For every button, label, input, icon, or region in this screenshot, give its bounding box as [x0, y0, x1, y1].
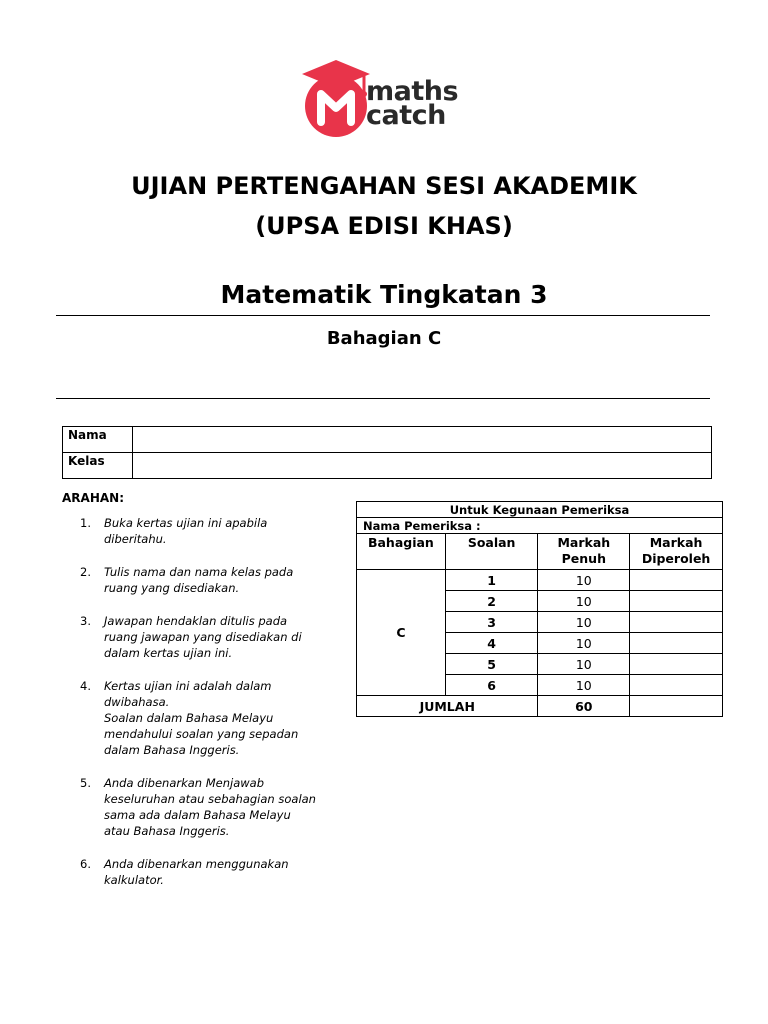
instructions-list: [62, 515, 342, 888]
instruction-line: Jawapan hendaklan ditulis pada: [104, 614, 288, 628]
penuh-cell: 10: [538, 570, 630, 591]
soalan-cell: 5: [445, 654, 538, 675]
instructions-panel: [62, 491, 342, 905]
total-diperoleh[interactable]: [630, 696, 723, 717]
instruction-line: ruang yang disediakan.: [104, 581, 240, 595]
logo-line-maths: maths: [366, 76, 459, 107]
name-label: Nama: [63, 427, 133, 453]
instruction-item: [62, 775, 342, 839]
instruction-line: dalam kertas ujian ini.: [104, 646, 233, 660]
divider-bottom: [56, 398, 710, 399]
marks-table-title-row: [357, 502, 723, 518]
logo-line-catch: catch: [366, 100, 446, 131]
instruction-line: kalkulator.: [104, 873, 164, 887]
subject-title: Matematik Tingkatan 3: [220, 280, 548, 309]
class-row: [63, 453, 712, 479]
instruction-number: 5.: [80, 776, 91, 790]
instruction-item: [62, 564, 342, 596]
instruction-number: 3.: [80, 614, 91, 628]
instruction-line: keseluruhan atau sebahagian soalan: [104, 792, 316, 806]
exam-title-line2: (UPSA EDISI KHAS): [255, 212, 513, 240]
diperoleh-cell[interactable]: [630, 612, 723, 633]
soalan-cell: 6: [445, 675, 538, 696]
diperoleh-cell[interactable]: [630, 675, 723, 696]
instruction-number: 1.: [80, 516, 91, 530]
diperoleh-cell[interactable]: [630, 654, 723, 675]
section-title: Bahagian C: [326, 328, 442, 349]
header-bahagian: Bahagian: [357, 534, 446, 570]
total-penuh: 60: [538, 696, 630, 717]
instruction-line: dwibahasa.: [104, 695, 170, 709]
instruction-number: 2.: [80, 565, 91, 579]
marks-header-row: [357, 534, 723, 570]
instruction-line: diberitahu.: [104, 532, 167, 546]
examiner-name-label: Nama Pemeriksa :: [357, 518, 723, 534]
instruction-line: sama ada dalam Bahasa Melayu: [104, 808, 291, 822]
student-info-table: [62, 426, 712, 479]
section-cell: C: [357, 570, 446, 696]
instruction-line: atau Bahasa Inggeris.: [104, 824, 230, 838]
examiner-row: [357, 518, 723, 534]
soalan-cell: 3: [445, 612, 538, 633]
instruction-number: 6.: [80, 857, 91, 871]
marks-table-title: Untuk Kegunaan Pemeriksa: [357, 502, 723, 518]
name-row: [63, 427, 712, 453]
instruction-line: Tulis nama dan nama kelas pada: [104, 565, 294, 579]
penuh-cell: 10: [538, 591, 630, 612]
penuh-cell: 10: [538, 675, 630, 696]
instruction-line: mendahului soalan yang sepadan: [104, 727, 299, 741]
instruction-item: [62, 856, 342, 888]
penuh-cell: 10: [538, 633, 630, 654]
instruction-line: Kertas ujian ini adalah dalam: [104, 679, 272, 693]
examiner-marks-table: [356, 501, 723, 717]
total-label: JUMLAH: [357, 696, 538, 717]
penuh-cell: 10: [538, 612, 630, 633]
instruction-line: dalam Bahasa Inggeris.: [104, 743, 240, 757]
exam-title-line1: UJIAN PERTENGAHAN SESI AKADEMIK: [131, 172, 637, 200]
marks-total-row: [357, 696, 723, 717]
instruction-line: Buka kertas ujian ini apabila: [104, 516, 268, 530]
soalan-cell: 2: [445, 591, 538, 612]
soalan-cell: 4: [445, 633, 538, 654]
instruction-line: Soalan dalam Bahasa Melayu: [104, 711, 274, 725]
class-field[interactable]: [133, 453, 712, 479]
divider-top: [56, 315, 710, 316]
diperoleh-cell[interactable]: [630, 633, 723, 654]
instruction-line: Anda dibenarkan menggunakan: [104, 857, 289, 871]
instruction-number: 4.: [80, 679, 91, 693]
instruction-item: [62, 613, 342, 661]
class-label: Kelas: [63, 453, 133, 479]
penuh-cell: 10: [538, 654, 630, 675]
instructions-heading: ARAHAN:: [62, 491, 124, 505]
diperoleh-cell[interactable]: [630, 591, 723, 612]
header-markah-diperoleh: Markah Diperoleh: [630, 534, 723, 570]
header-markah-penuh: Markah Penuh: [538, 534, 630, 570]
graduation-cap-m-icon: [298, 52, 376, 140]
instruction-line: ruang jawapan yang disediakan di: [104, 630, 302, 644]
diperoleh-cell[interactable]: [630, 570, 723, 591]
header-soalan: Soalan: [445, 534, 538, 570]
instruction-item: [62, 678, 342, 758]
marks-row: [357, 570, 723, 591]
name-field[interactable]: [133, 427, 712, 453]
soalan-cell: 1: [445, 570, 538, 591]
maths-catch-logo: [290, 52, 480, 142]
instruction-line: Anda dibenarkan Menjawab: [104, 776, 265, 790]
instruction-item: [62, 515, 342, 547]
logo-wordmark: [366, 76, 459, 131]
